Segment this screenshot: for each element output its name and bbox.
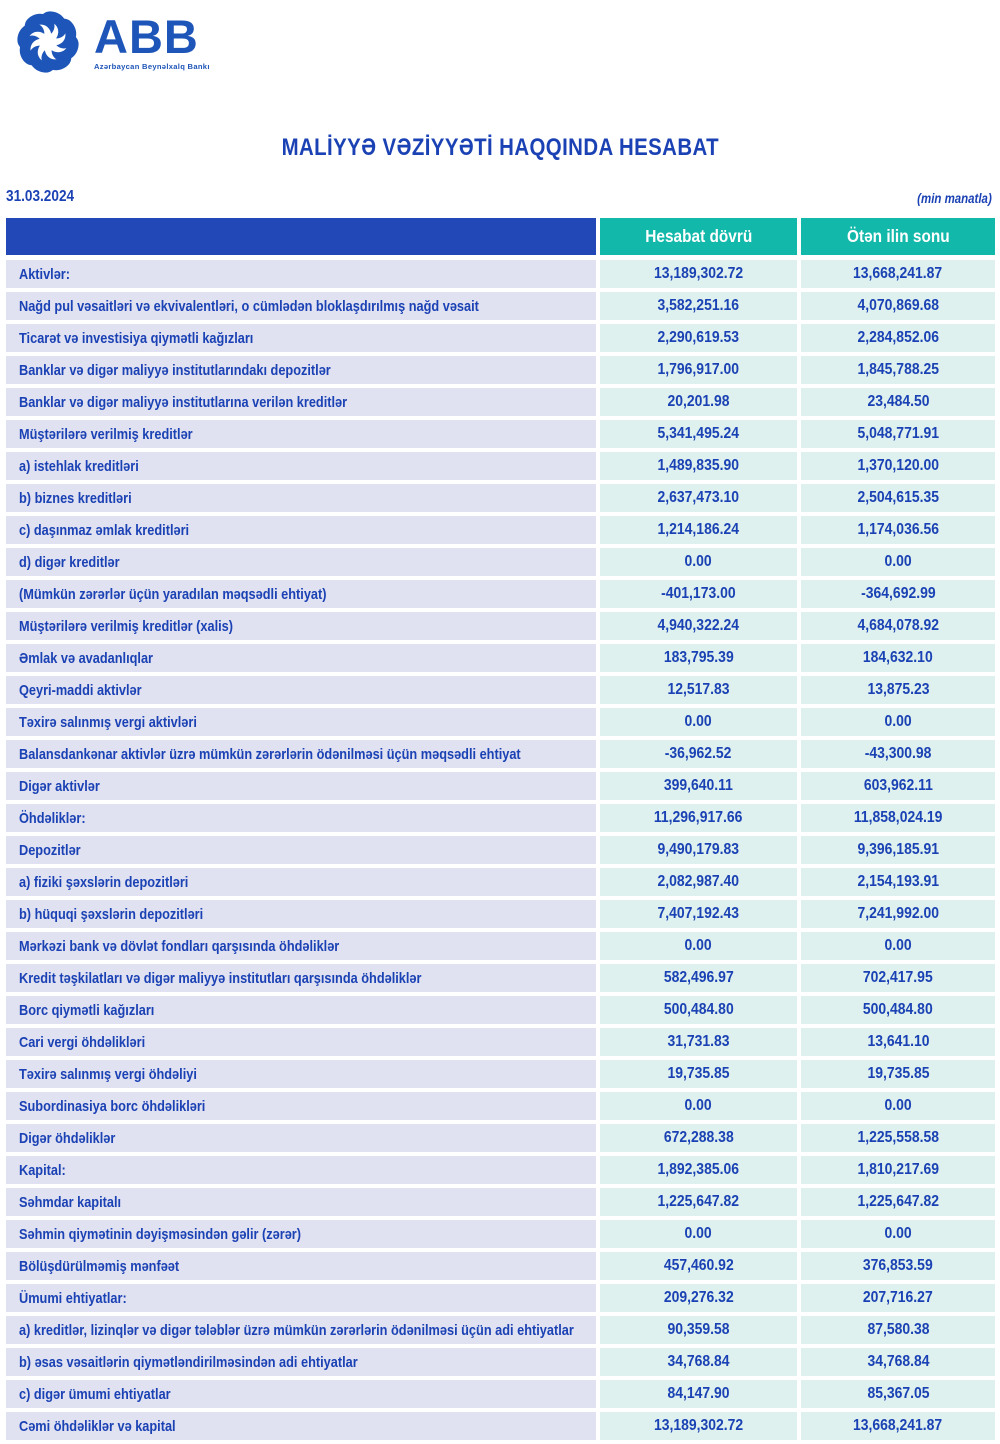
table-row <box>6 868 995 896</box>
row-current-value-cell: 1,892,385.06 <box>600 1156 797 1184</box>
row-previous-value-cell: 13,875.23 <box>801 676 995 704</box>
row-label-cell: Banklar və digər maliyyə institutlarına verilən kreditlər <box>6 388 596 416</box>
row-previous-value-cell: 9,396,185.91 <box>801 836 995 864</box>
row-previous-value-cell: 500,484.80 <box>801 996 995 1024</box>
row-current-value-cell: 183,795.39 <box>600 644 797 672</box>
table-row <box>6 708 995 736</box>
abb-tagline: Azərbaycan Beynəlxalq Bankı <box>94 62 210 72</box>
row-label-cell: Depozitlər <box>6 836 596 864</box>
table-row <box>6 484 995 512</box>
table-row <box>6 932 995 960</box>
row-current-value-cell: -401,173.00 <box>600 580 797 608</box>
row-label-cell: Cari vergi öhdəlikləri <box>6 1028 596 1056</box>
row-previous-value-cell: 87,580.38 <box>801 1316 995 1344</box>
row-current-value-cell: 5,341,495.24 <box>600 420 797 448</box>
row-label-cell: a) kreditlər, lizinqlər və digər tələblər üzrə mümkün zərərlərin ödənilməsi üçün adi ehtiyatlar <box>6 1316 596 1344</box>
row-current-value-cell: 0.00 <box>600 548 797 576</box>
row-label-cell: b) hüquqi şəxslərin depozitləri <box>6 900 596 928</box>
row-current-value-cell: 9,490,179.83 <box>600 836 797 864</box>
row-current-value-cell: 0.00 <box>600 932 797 960</box>
table-row <box>6 292 995 320</box>
row-current-value-cell: 2,290,619.53 <box>600 324 797 352</box>
table-body <box>6 260 995 1440</box>
table-row <box>6 1156 995 1184</box>
row-previous-value-cell: 85,367.05 <box>801 1380 995 1408</box>
row-label-cell: d) digər kreditlər <box>6 548 596 576</box>
row-current-value-cell: 1,489,835.90 <box>600 452 797 480</box>
row-previous-value-cell: 4,070,869.68 <box>801 292 995 320</box>
row-label-cell: b) əsas vəsaitlərin qiymətləndirilməsindən adi ehtiyatlar <box>6 1348 596 1376</box>
row-previous-value-cell: 34,768.84 <box>801 1348 995 1376</box>
table-row <box>6 1284 995 1312</box>
row-previous-value-cell: 1,810,217.69 <box>801 1156 995 1184</box>
table-row <box>6 612 995 640</box>
row-label-cell: Ümumi ehtiyatlar: <box>6 1284 596 1312</box>
row-label-cell: Səhmdar kapitalı <box>6 1188 596 1216</box>
table-header-corner <box>6 218 596 255</box>
row-previous-value-cell: 603,962.11 <box>801 772 995 800</box>
table-row <box>6 388 995 416</box>
row-current-value-cell: 11,296,917.66 <box>600 804 797 832</box>
row-label-cell: Qeyri-maddi aktivlər <box>6 676 596 704</box>
row-current-value-cell: 1,225,647.82 <box>600 1188 797 1216</box>
row-previous-value-cell: 0.00 <box>801 708 995 736</box>
row-current-value-cell: 20,201.98 <box>600 388 797 416</box>
table-row <box>6 452 995 480</box>
row-previous-value-cell: 1,370,120.00 <box>801 452 995 480</box>
table-row <box>6 324 995 352</box>
row-previous-value-cell: 207,716.27 <box>801 1284 995 1312</box>
row-current-value-cell: 0.00 <box>600 708 797 736</box>
row-previous-value-cell: 13,641.10 <box>801 1028 995 1056</box>
row-label-cell: Borc qiymətli kağızları <box>6 996 596 1024</box>
row-previous-value-cell: 5,048,771.91 <box>801 420 995 448</box>
table-row <box>6 644 995 672</box>
row-label-cell: Müştərilərə verilmiş kreditlər <box>6 420 596 448</box>
row-label-cell: Ticarət və investisiya qiymətli kağızları <box>6 324 596 352</box>
row-label-cell: Təxirə salınmış vergi öhdəliyi <box>6 1060 596 1088</box>
abb-logo-swirl-icon <box>12 6 84 78</box>
row-current-value-cell: 31,731.83 <box>600 1028 797 1056</box>
table-row <box>6 1380 995 1408</box>
row-label-cell: Bölüşdürülməmiş mənfəət <box>6 1252 596 1280</box>
row-previous-value-cell: 0.00 <box>801 548 995 576</box>
row-previous-value-cell: -364,692.99 <box>801 580 995 608</box>
row-current-value-cell: 672,288.38 <box>600 1124 797 1152</box>
table-row <box>6 900 995 928</box>
unit-note: (min manatla) <box>917 191 992 206</box>
row-previous-value-cell: 2,154,193.91 <box>801 868 995 896</box>
row-label-cell: b) biznes kreditləri <box>6 484 596 512</box>
row-previous-value-cell: 1,225,647.82 <box>801 1188 995 1216</box>
table-row <box>6 548 995 576</box>
row-label-cell: Digər aktivlər <box>6 772 596 800</box>
row-label-cell: a) istehlak kreditləri <box>6 452 596 480</box>
meta-row <box>6 188 992 206</box>
table-row <box>6 580 995 608</box>
row-current-value-cell: 0.00 <box>600 1092 797 1120</box>
abb-logo <box>12 6 210 78</box>
row-current-value-cell: 500,484.80 <box>600 996 797 1024</box>
row-previous-value-cell: 1,845,788.25 <box>801 356 995 384</box>
row-current-value-cell: 0.00 <box>600 1220 797 1248</box>
row-previous-value-cell: -43,300.98 <box>801 740 995 768</box>
row-label-cell: Aktivlər: <box>6 260 596 288</box>
row-previous-value-cell: 0.00 <box>801 1092 995 1120</box>
row-current-value-cell: 90,359.58 <box>600 1316 797 1344</box>
table-row <box>6 260 995 288</box>
row-previous-value-cell: 11,858,024.19 <box>801 804 995 832</box>
row-previous-value-cell: 7,241,992.00 <box>801 900 995 928</box>
row-current-value-cell: 34,768.84 <box>600 1348 797 1376</box>
row-label-cell: Kredit təşkilatları və digər maliyyə institutları qarşısında öhdəliklər <box>6 964 596 992</box>
row-current-value-cell: 582,496.97 <box>600 964 797 992</box>
row-current-value-cell: 209,276.32 <box>600 1284 797 1312</box>
table-row <box>6 1188 995 1216</box>
financial-statement-table <box>6 218 995 1444</box>
table-row <box>6 516 995 544</box>
row-label-cell: Əmlak və avadanlıqlar <box>6 644 596 672</box>
table-row <box>6 772 995 800</box>
row-current-value-cell: 457,460.92 <box>600 1252 797 1280</box>
row-label-cell: Öhdəliklər: <box>6 804 596 832</box>
row-previous-value-cell: 1,174,036.56 <box>801 516 995 544</box>
row-previous-value-cell: 376,853.59 <box>801 1252 995 1280</box>
table-row <box>6 964 995 992</box>
row-previous-value-cell: 23,484.50 <box>801 388 995 416</box>
row-previous-value-cell: 13,668,241.87 <box>801 260 995 288</box>
row-label-cell: c) daşınmaz əmlak kreditləri <box>6 516 596 544</box>
row-label-cell: Subordinasiya borc öhdəlikləri <box>6 1092 596 1120</box>
row-previous-value-cell: 4,684,078.92 <box>801 612 995 640</box>
table-row <box>6 996 995 1024</box>
table-row <box>6 804 995 832</box>
table-row <box>6 1316 995 1344</box>
row-label-cell: Səhmin qiymətinin dəyişməsindən gəlir (zərər) <box>6 1220 596 1248</box>
table-row <box>6 420 995 448</box>
row-current-value-cell: 1,214,186.24 <box>600 516 797 544</box>
table-row <box>6 1060 995 1088</box>
table-header-row <box>6 218 995 255</box>
row-current-value-cell: 2,637,473.10 <box>600 484 797 512</box>
row-previous-value-cell: 13,668,241.87 <box>801 1412 995 1440</box>
row-previous-value-cell: 1,225,558.58 <box>801 1124 995 1152</box>
row-current-value-cell: 2,082,987.40 <box>600 868 797 896</box>
row-label-cell: Cəmi öhdəliklər və kapital <box>6 1412 596 1440</box>
table-row <box>6 740 995 768</box>
row-label-cell: Təxirə salınmış vergi aktivləri <box>6 708 596 736</box>
row-current-value-cell: 13,189,302.72 <box>600 1412 797 1440</box>
column-header-current-period: Hesabat dövrü <box>600 218 797 255</box>
row-previous-value-cell: 19,735.85 <box>801 1060 995 1088</box>
row-current-value-cell: 12,517.83 <box>600 676 797 704</box>
row-current-value-cell: -36,962.52 <box>600 740 797 768</box>
row-current-value-cell: 3,582,251.16 <box>600 292 797 320</box>
row-label-cell: Müştərilərə verilmiş kreditlər (xalis) <box>6 612 596 640</box>
table-row <box>6 1348 995 1376</box>
row-current-value-cell: 13,189,302.72 <box>600 260 797 288</box>
report-date: 31.03.2024 <box>6 188 75 205</box>
row-current-value-cell: 4,940,322.24 <box>600 612 797 640</box>
table-row <box>6 1092 995 1120</box>
table-row <box>6 1412 995 1440</box>
table-row <box>6 356 995 384</box>
row-current-value-cell: 7,407,192.43 <box>600 900 797 928</box>
row-previous-value-cell: 702,417.95 <box>801 964 995 992</box>
page-title: MALİYYƏ VƏZİYYƏTİ HAQQINDA HESABAT <box>281 134 719 161</box>
row-previous-value-cell: 2,504,615.35 <box>801 484 995 512</box>
table-row <box>6 1028 995 1056</box>
row-label-cell: (Mümkün zərərlər üçün yaradılan məqsədli ehtiyat) <box>6 580 596 608</box>
row-current-value-cell: 19,735.85 <box>600 1060 797 1088</box>
abb-wordmark-text: ABB <box>94 10 199 63</box>
row-current-value-cell: 1,796,917.00 <box>600 356 797 384</box>
table-row <box>6 836 995 864</box>
row-label-cell: c) digər ümumi ehtiyatlar <box>6 1380 596 1408</box>
row-previous-value-cell: 0.00 <box>801 932 995 960</box>
row-label-cell: Balansdankənar aktivlər üzrə mümkün zərərlərin ödənilməsi üçün məqsədli ehtiyat <box>6 740 596 768</box>
abb-wordmark <box>94 10 210 72</box>
row-label-cell: Digər öhdəliklər <box>6 1124 596 1152</box>
row-previous-value-cell: 2,284,852.06 <box>801 324 995 352</box>
row-label-cell: Mərkəzi bank və dövlət fondları qarşısında öhdəliklər <box>6 932 596 960</box>
row-previous-value-cell: 184,632.10 <box>801 644 995 672</box>
table-row <box>6 1124 995 1152</box>
column-header-previous-year-end: Ötən ilin sonu <box>801 218 995 255</box>
table-row <box>6 676 995 704</box>
row-current-value-cell: 84,147.90 <box>600 1380 797 1408</box>
table-row <box>6 1220 995 1248</box>
row-previous-value-cell: 0.00 <box>801 1220 995 1248</box>
row-label-cell: a) fiziki şəxslərin depozitləri <box>6 868 596 896</box>
row-label-cell: Banklar və digər maliyyə institutlarındakı depozitlər <box>6 356 596 384</box>
row-label-cell: Nağd pul vəsaitləri və ekvivalentləri, o cümlədən bloklaşdırılmış nağd vəsait <box>6 292 596 320</box>
table-row <box>6 1252 995 1280</box>
row-current-value-cell: 399,640.11 <box>600 772 797 800</box>
row-label-cell: Kapital: <box>6 1156 596 1184</box>
